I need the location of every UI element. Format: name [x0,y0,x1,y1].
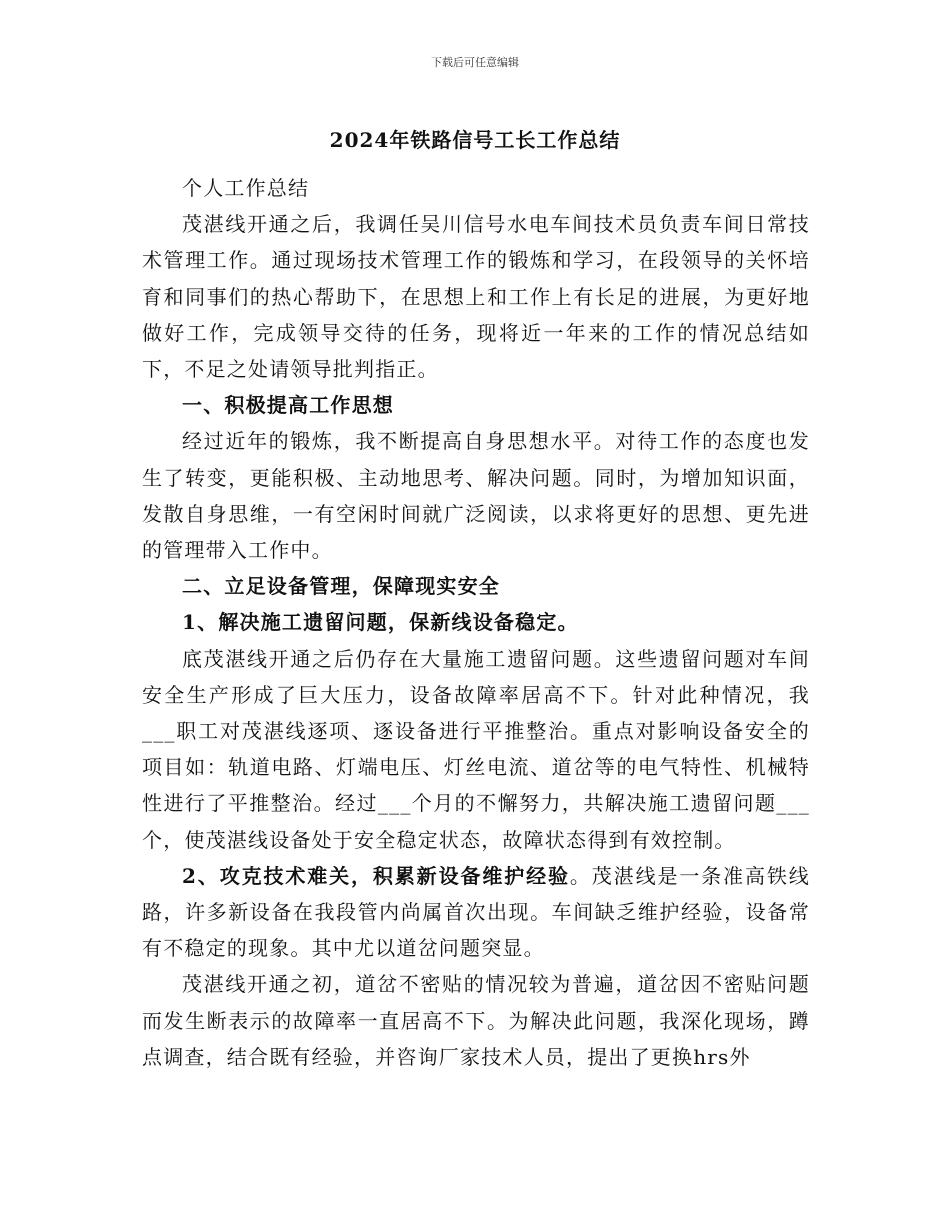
subsection-2-2-paragraph [142,858,810,967]
subsection-2-2-text: 。茂湛线是一条准高铁线路，许多新设备在我段管内尚属首次出现。车间缺乏维护经验，设备常有不稳定的现象。其中尤以道岔问题突显。 [142,863,810,961]
intro-label: 个人工作总结 [182,176,310,200]
subsection-2-1-paragraph: 底茂湛线开通之后仍存在大量施工遗留问题。这些遗留问题对车间安全生产形成了巨大压力，设备故障率居高不下。针对此种情况，我___职工对茂湛线逐项、逐设备进行平推整治。重点对影响设备安全的项目如：轨道电路、灯端电压、灯丝电流、道岔等的电气特性、机械特性进行了平推整治。经过___个月的不懈努力，共解决施工遗留问题___个，使茂湛线设备处于安全稳定状态，故障状态得到有效控制。 [142,646,810,852]
section-heading-2: 二、立足设备管理，保障现实安全 [182,574,500,599]
subsection-heading-2-1: 1、解决施工遗留问题，保新线设备稳定。 [182,610,579,635]
header-note: 下载后可任意编辑 [431,56,519,69]
section-heading-1: 一、积极提高工作思想 [182,393,394,418]
document-body [142,170,810,1075]
document-title: 2024年铁路信号工长工作总结 [329,128,621,152]
section-1-paragraph: 经过近年的锻炼，我不断提高自身思想水平。对待工作的态度也发生了转变，更能积极、主动地思考、解决问题。同时，为增加知识面，发散自身思维，一有空闲时间就广泛阅读，以求将更好的思想、更先进的管理带入工作中。 [142,429,810,563]
intro-paragraph: 茂湛线开通之后，我调任吴川信号水电车间技术员负责车间日常技术管理工作。通过现场技术管理工作的锻炼和学习，在段领导的关怀培育和同事们的热心帮助下，在思想上和工作上有长足的进展，为更好地做好工作，完成领导交待的任务，现将近一年来的工作的情况总结如下，不足之处请领导批判指正。 [142,212,810,382]
subsection-heading-2-2: 2、攻克技术难关，积累新设备维护经验 [182,863,570,888]
subsection-2-2-paragraph-2: 茂湛线开通之初，道岔不密贴的情况较为普遍，道岔因不密贴问题而发生断表示的故障率一直居高不下。为解决此问题，我深化现场，蹲点调查，结合既有经验，并咨询厂家技术人员，提出了更换hrs外 [142,972,810,1069]
